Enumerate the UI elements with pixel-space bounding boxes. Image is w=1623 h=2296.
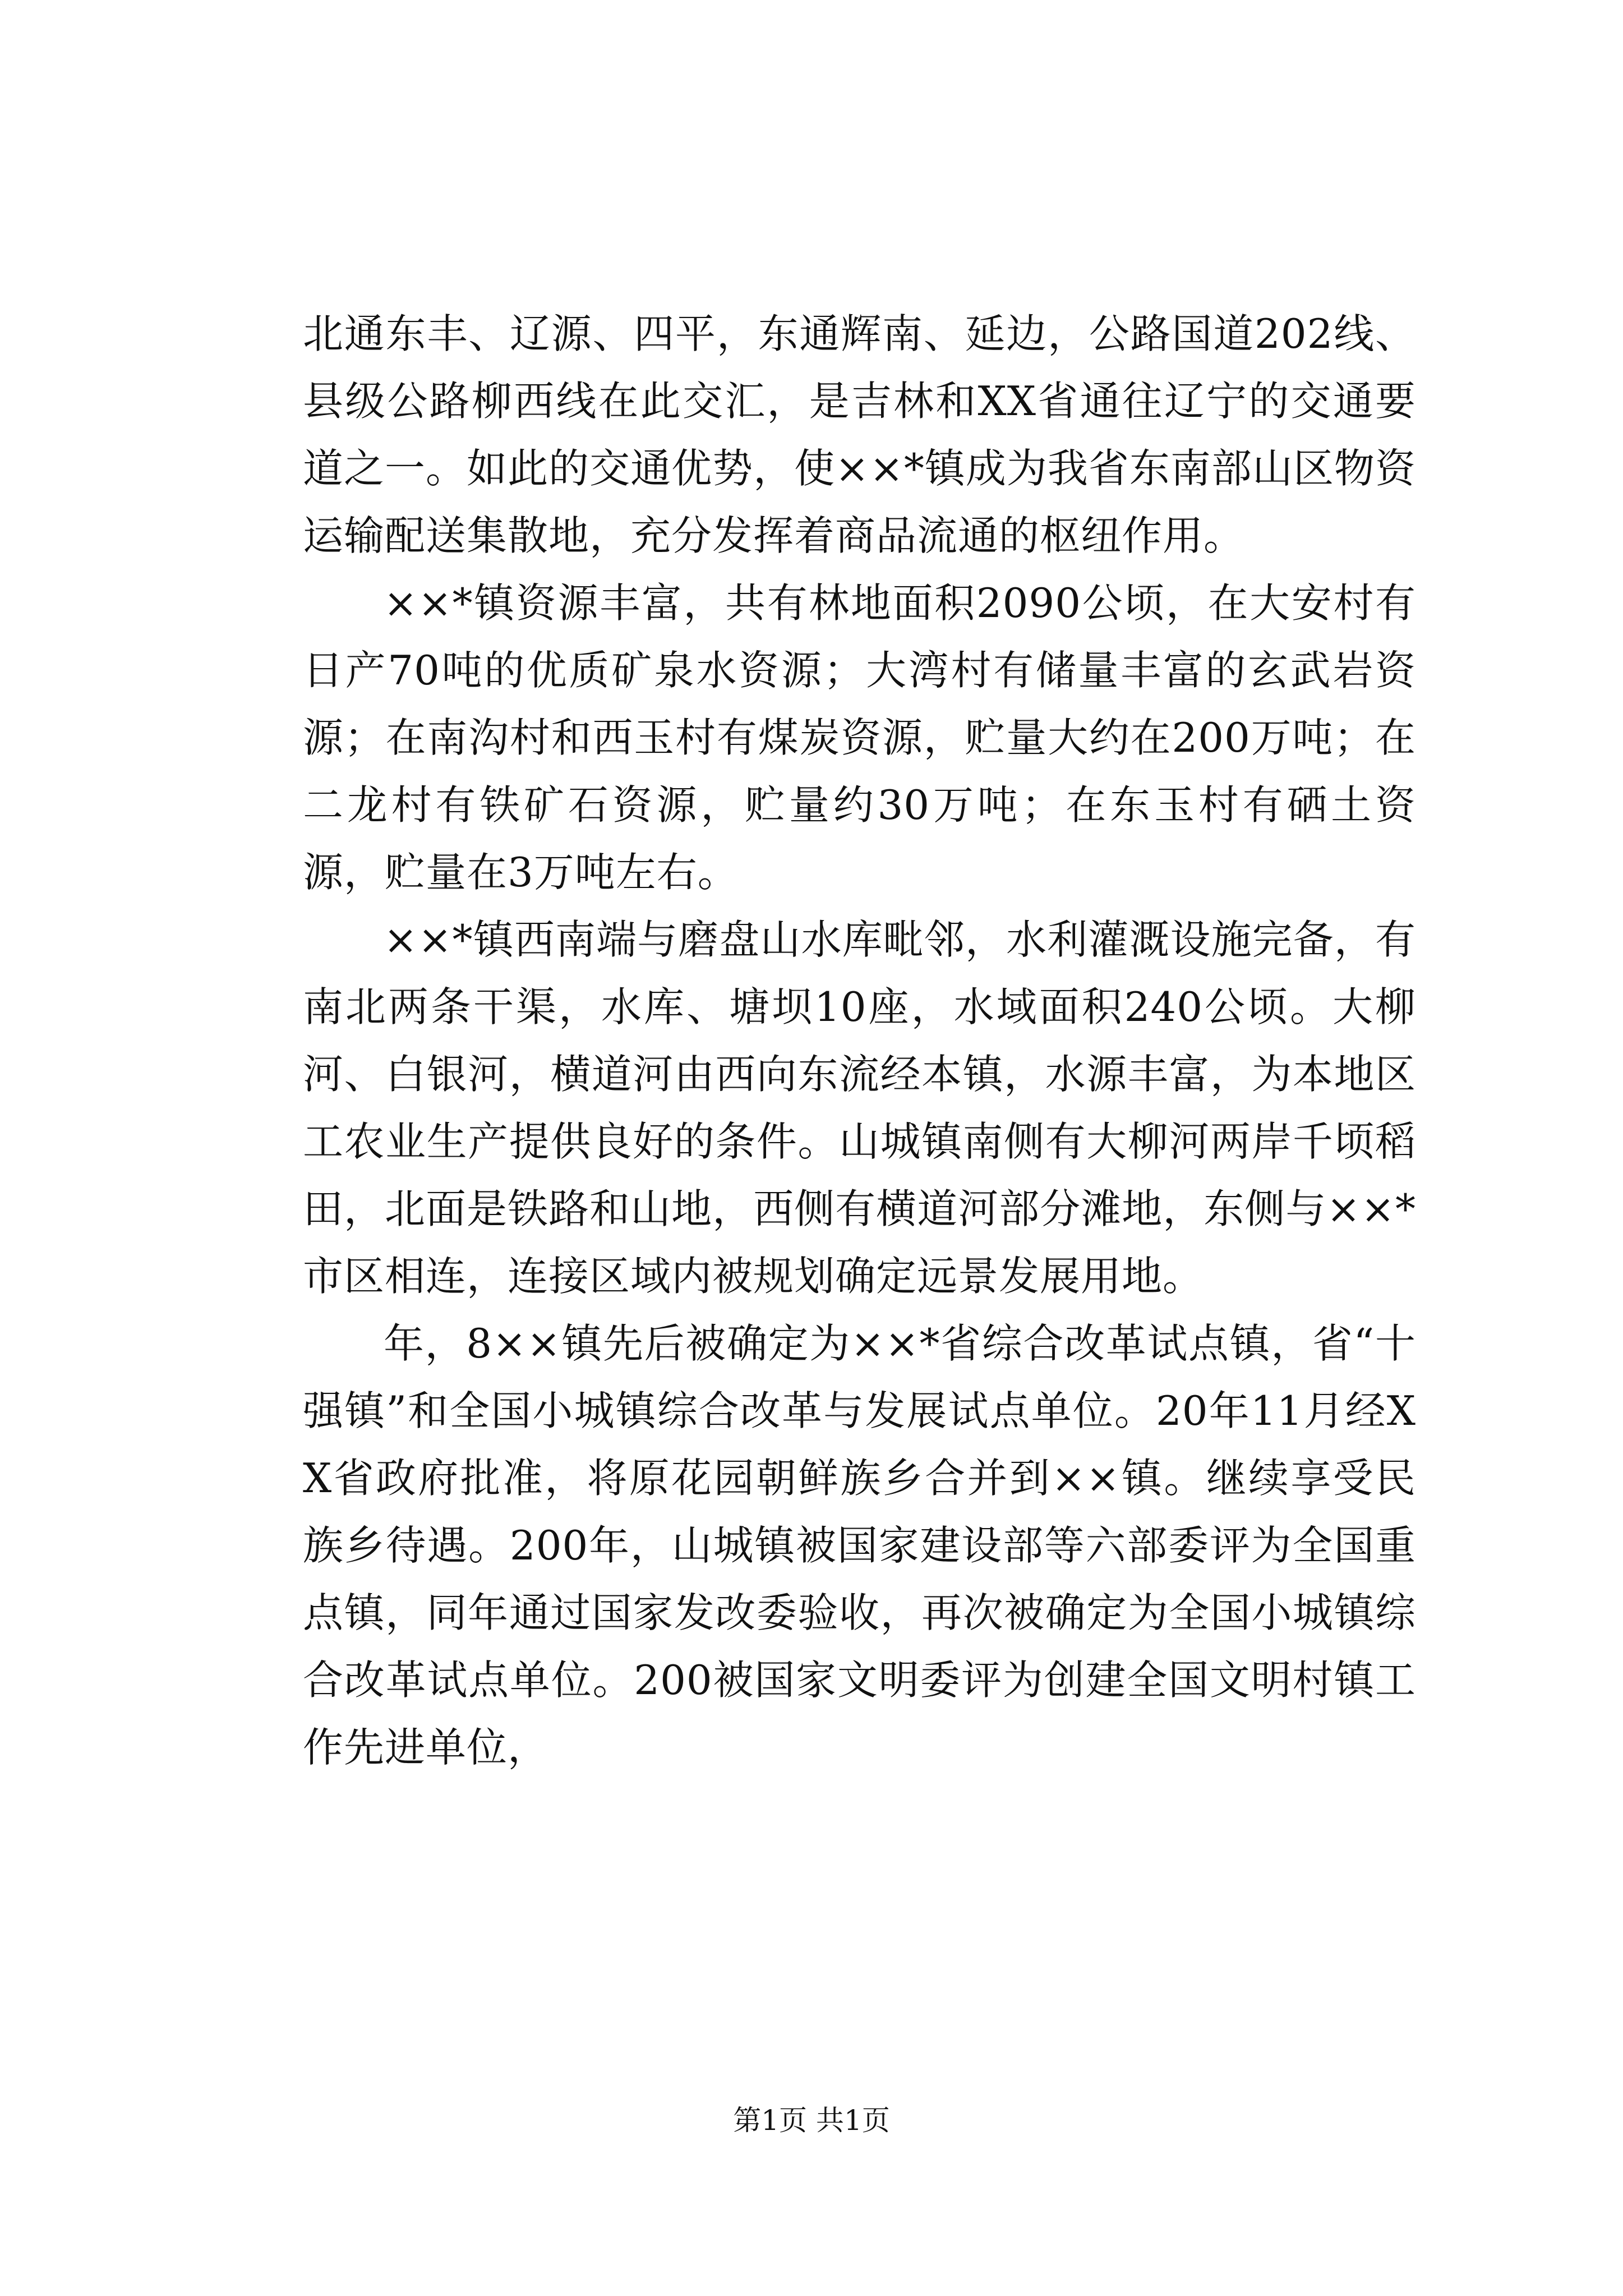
page-footer: 第1页 共1页 <box>733 2104 890 2137</box>
paragraph-transport: 北通东丰、辽源、四平，东通辉南、延边，公路国道202线、县级公路柳西线在此交汇，是吉林和XX省通往辽宁的交通要道之一。如此的交通优势，使××*镇成为我省东南部山区物资运输配送集散地，充分发挥着商品流通的枢纽作用。 <box>303 310 1416 559</box>
paragraph-water: ××*镇西南端与磨盘山水库毗邻，水利灌溉设施完备，有南北两条干渠，水库、塘坝10座，水域面积240公顷。大柳河、白银河，横道河由西向东流经本镇，水源丰富，为本地区工农业生产提供良好的条件。山城镇南侧有大柳河两岸千顷稻田，北面是铁路和山地，西侧有横道河部分滩地，东侧与××*市区相连，连接区域内被规划确定远景发展用地。 <box>303 916 1416 1300</box>
paragraph-resources: ××*镇资源丰富，共有林地面积2090公顷，在大安村有日产70吨的优质矿泉水资源；大湾村有储量丰富的玄武岩资源；在南沟村和西玉村有煤炭资源，贮量大约在200万吨；在二龙村有铁矿石资源，贮量约30万吨；在东玉村有硒土资源，贮量在3万吨左右。 <box>303 579 1416 896</box>
document-body <box>303 300 1416 1781</box>
paragraph-history: 年，8××镇先后被确定为××*省综合改革试点镇，省“十强镇”和全国小城镇综合改革与发展试点单位。20年11月经XX省政府批准，将原花园朝鲜族乡合并到××镇。继续享受民族乡待遇。200年，山城镇被国家建设部等六部委评为全国重点镇，同年通过国家发改委验收，再次被确定为全国小城镇综合改革试点单位。200被国家文明委评为创建全国文明村镇工作先进单位， <box>303 1320 1416 1771</box>
